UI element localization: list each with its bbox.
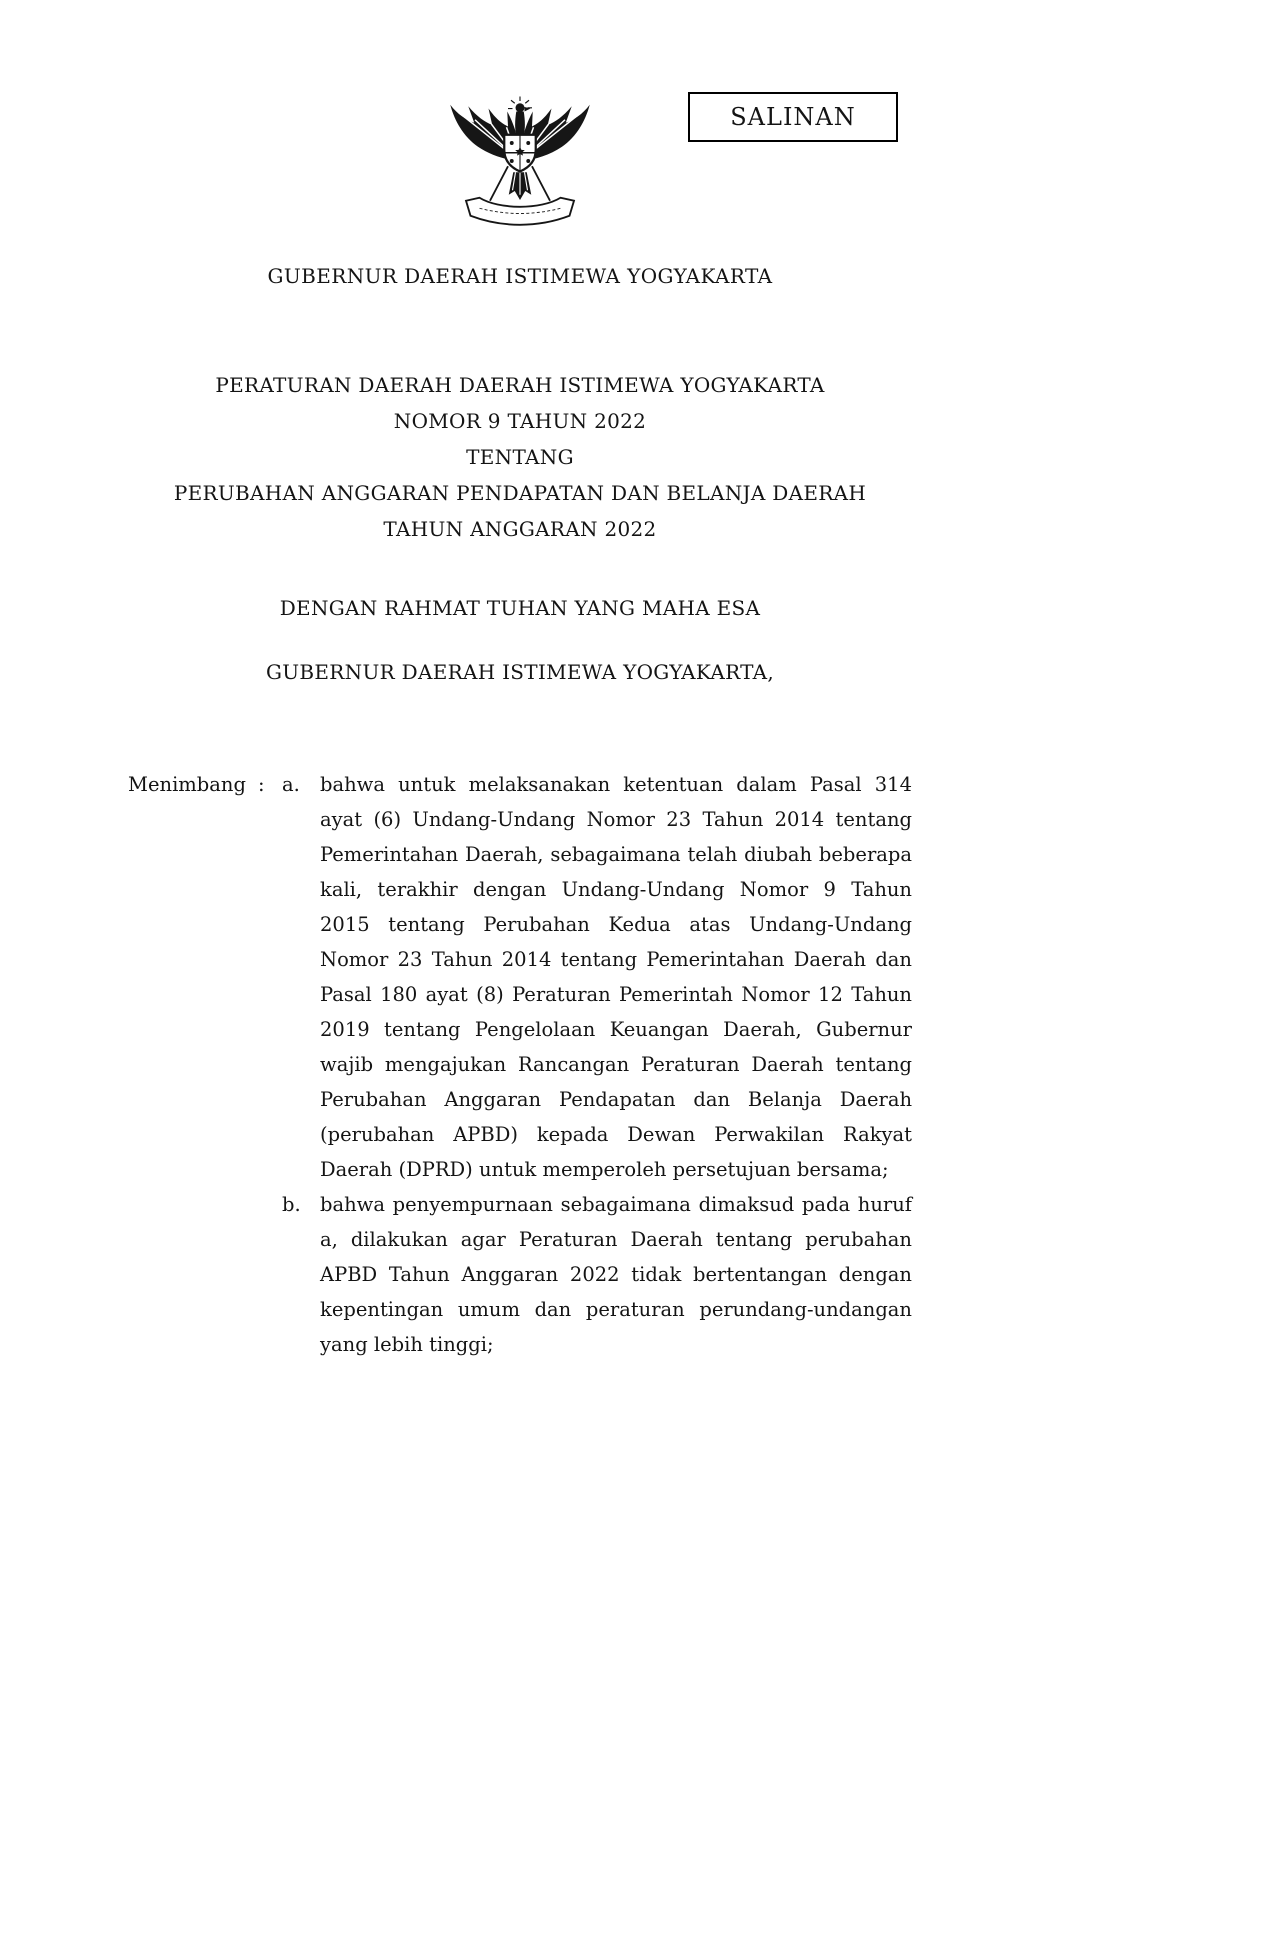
item-text: bahwa untuk melaksanakan ketentuan dalam Pasal 314 ayat (6) Undang-Undang Nomor 23 Tahun 2014 tentang Pemerintahan Daerah, sebagaimana telah diubah beberapa kali, terakhir dengan Undang-Undang Nomor 9 Tahun 2015 tentang Perubahan Kedua atas Undang-Undang Nomor 23 Tahun 2014 tentang Pemerintahan Daerah dan Pasal 180 ayat (8) Peraturan Pemerintah Nomor 12 Tahun 2019 tentang Pengelolaan Keuangan Daerah, Gubernur wajib mengajukan Rancangan Peraturan Daerah tentang Perubahan Anggaran Pendapatan dan Belanja Daerah (perubahan APBD) kepada Dewan Perwakilan Rakyat Daerah (DPRD) untuk memperoleh persetujuan bersama; [320, 773, 912, 1181]
invocation-line: DENGAN RAHMAT TUHAN YANG MAHA ESA [279, 596, 761, 620]
considerations-items [282, 767, 912, 1362]
salinan-stamp-label: SALINAN [730, 103, 856, 131]
item-text: bahwa penyempurnaan sebagaimana dimaksud pada huruf a, dilakukan agar Peraturan Daerah tentang perubahan APBD Tahun Anggaran 2022 tidak bertentangan dengan kepentingan umum dan peraturan perundang-undangan yang lebih tinggi; [320, 1193, 912, 1356]
consideration-item-b [282, 1187, 912, 1362]
salutation-line: GUBERNUR DAERAH ISTIMEWA YOGYAKARTA, [265, 660, 775, 684]
header-institution: GUBERNUR DAERAH ISTIMEWA YOGYAKARTA [267, 264, 773, 288]
doc-title-subject: PERUBAHAN ANGGARAN PENDAPATAN DAN BELANJA DAERAH [173, 481, 867, 505]
considerations-section [128, 767, 912, 1362]
considerations-label: Menimbang [128, 773, 246, 796]
doc-title-type: PERATURAN DAERAH DAERAH ISTIMEWA YOGYAKARTA [215, 373, 825, 397]
consideration-item-a [282, 767, 912, 1187]
considerations-colon: : [258, 773, 265, 796]
document-title-block [128, 367, 912, 547]
doc-title-year: TAHUN ANGGARAN 2022 [383, 517, 657, 541]
salinan-stamp [688, 92, 898, 142]
doc-title-number: NOMOR 9 TAHUN 2022 [393, 409, 647, 433]
item-marker: a. [282, 773, 300, 796]
garuda-emblem-icon [445, 88, 595, 231]
item-marker: b. [282, 1193, 301, 1216]
doc-title-tentang: TENTANG [466, 445, 574, 469]
